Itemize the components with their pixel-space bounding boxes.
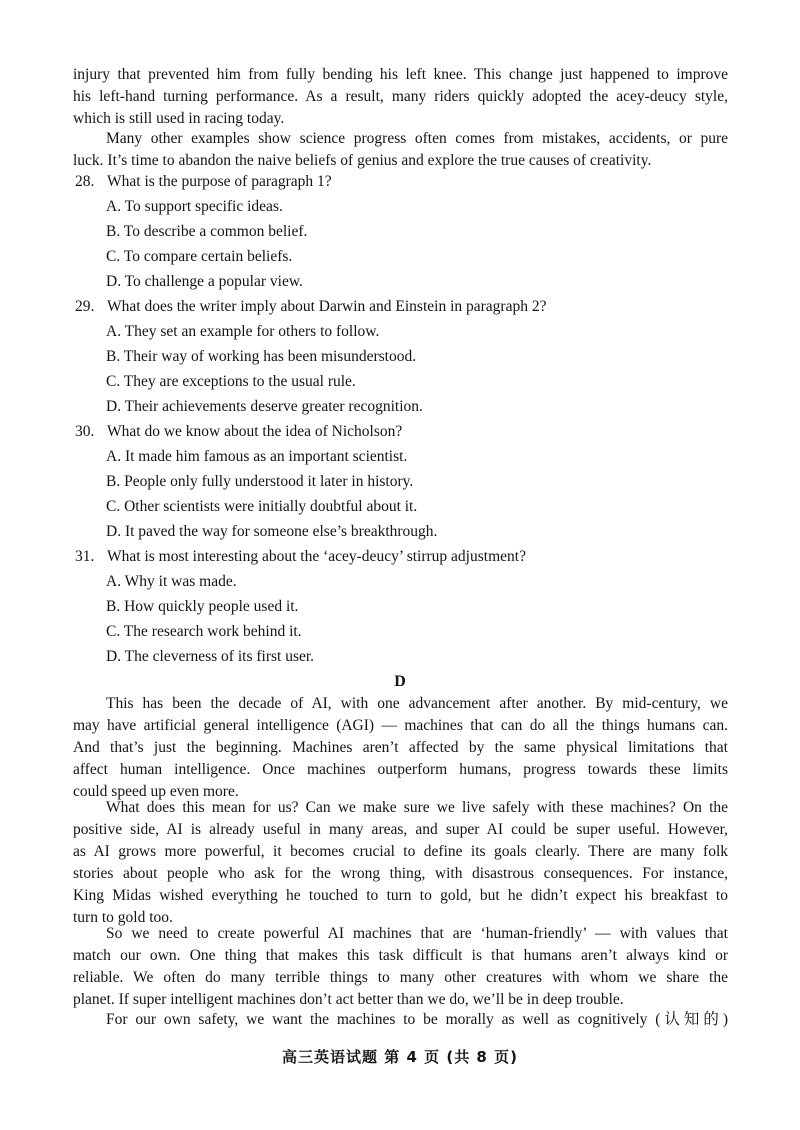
question-stem [75,171,735,193]
text-line: luck. It’s time to abandon the naive beliefs of genius and explore the true causes of creativity. [73,152,652,169]
answer-option: D. It paved the way for someone else’s breakthrough. [106,523,438,540]
text-line: could speed up even more. [73,783,239,800]
answer-option: A. To support specific ideas. [106,198,283,215]
answer-option: A. They set an example for others to follow. [106,323,380,340]
text-line: King Midas wished everything he touched to turn to gold, but he didn’t expect his breakfast to [73,887,728,904]
answer-option: B. People only fully understood it later in history. [106,473,414,490]
text-line: What does this mean for us? Can we make sure we live safely with these machines? On the [106,799,728,816]
answer-option: B. Their way of working has been misunderstood. [106,348,417,365]
text-line: For our own safety, we want the machines to be morally as well as cognitively (认知的) [106,1011,728,1028]
question-text: What do we know about the idea of Nicholson? [107,423,403,440]
text-line: turn to gold too. [73,909,173,926]
answer-option: C. They are exceptions to the usual rule. [106,373,356,390]
question-stem [75,546,735,568]
answer-option: B. How quickly people used it. [106,598,299,615]
question-text: What does the writer imply about Darwin and Einstein in paragraph 2? [107,298,547,315]
answer-option: A. It made him famous as an important scientist. [106,448,408,465]
text-line: So we need to create powerful AI machines that are ‘human-friendly’ — with values that [106,925,728,942]
answer-option: C. The research work behind it. [106,623,302,640]
question-number: 30. [75,423,95,440]
answer-option: C. Other scientists were initially doubtful about it. [106,498,418,515]
text-line: injury that prevented him from fully bending his left knee. This change just happened to improve [73,66,728,83]
text-line: affect human intelligence. Once machines outperform humans, progress towards these limits [73,761,728,778]
question-number: 29. [75,298,95,315]
question-stem [75,296,735,318]
text-line: This has been the decade of AI, with one advancement after another. By mid-century, we [106,695,728,712]
text-line: his left-hand turning performance. As a result, many riders quickly adopted the acey-deucy style, [73,88,728,105]
passage-d-paragraph [73,693,728,803]
answer-option: C. To compare certain beliefs. [106,248,293,265]
passage-c-paragraph [73,128,728,172]
text-line: reliable. We often do many terrible things to many other creatures with whom we share the [73,969,728,986]
answer-option: D. The cleverness of its first user. [106,648,315,665]
text-line: may have artificial general intelligence (AGI) — machines that can do all the things humans can. [73,717,728,734]
question-stem [75,421,735,443]
question-number: 31. [75,548,95,565]
question-number: 28. [75,173,95,190]
text-line: Many other examples show science progress often comes from mistakes, accidents, or pure [106,130,728,147]
passage-d-paragraph [73,797,728,929]
text-line: which is still used in racing today. [73,110,285,127]
question-text: What is most interesting about the ‘acey-deucy’ stirrup adjustment? [107,548,526,565]
answer-option: A. Why it was made. [106,573,237,590]
answer-option: D. To challenge a popular view. [106,273,303,290]
text-line: planet. If super intelligent machines don’t act better than we do, we’ll be in deep trouble. [73,991,624,1008]
passage-c-paragraph [73,64,728,130]
answer-option: B. To describe a common belief. [106,223,308,240]
answer-option: D. Their achievements deserve greater recognition. [106,398,423,415]
text-line: positive side, AI is already useful in many areas, and super AI could be super useful. However, [73,821,728,838]
question-text: What is the purpose of paragraph 1? [107,173,332,190]
text-line: match our own. One thing that makes this task difficult is that humans aren’t always kind or [73,947,728,964]
section-heading: D [394,673,406,690]
passage-d-paragraph [73,923,728,1011]
text-line: as AI grows more powerful, it becomes crucial to define its goals clearly. There are many folk [73,843,728,860]
text-line: And that’s just the beginning. Machines aren’t affected by the same physical limitations that [73,739,728,756]
text-line: stories about people who ask for the wrong thing, with disastrous consequences. For instance, [73,865,728,882]
page-footer: 高三英语试题 第 4 页 (共 8 页) [282,1048,518,1066]
passage-d-paragraph [73,1009,728,1031]
